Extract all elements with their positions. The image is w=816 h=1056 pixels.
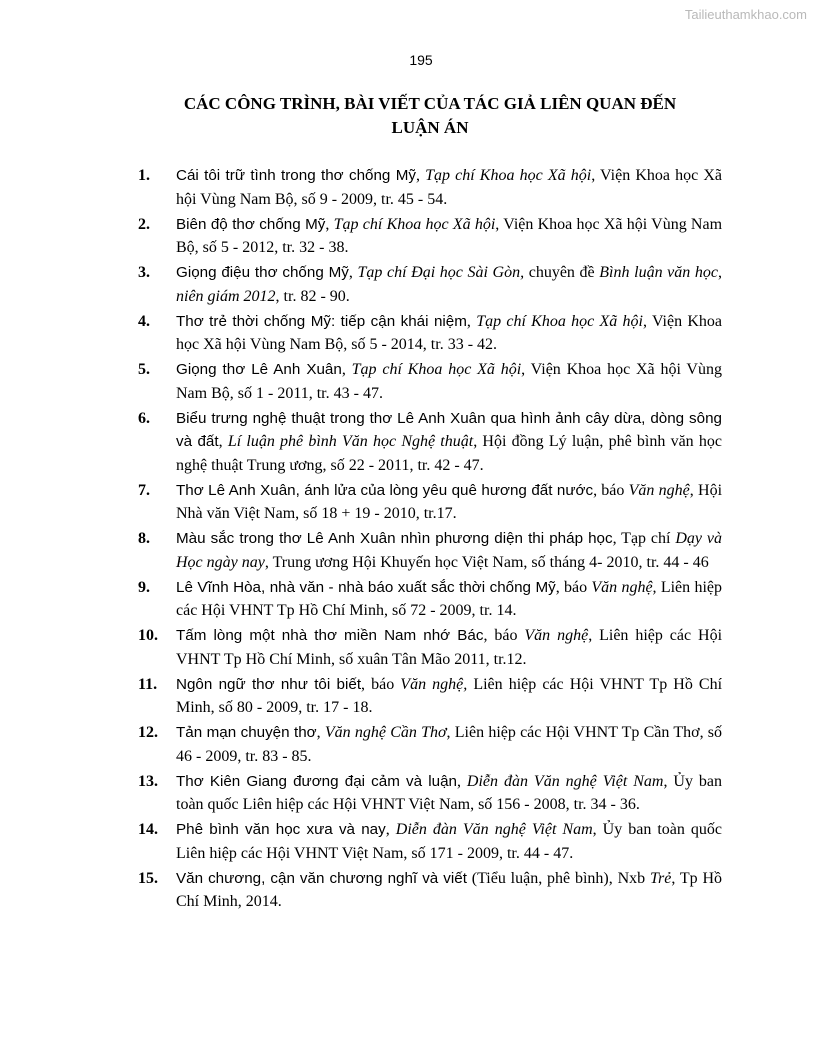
item-source: Văn nghệ	[524, 627, 589, 644]
item-source: Dạy và Học ngày nay	[176, 530, 722, 571]
item-title: Tấm lòng một nhà thơ miền Nam nhớ Bác	[176, 627, 484, 644]
list-item	[138, 479, 722, 526]
item-source: Tạp chí Đại học Sài Gòn,	[357, 264, 525, 281]
item-source: Văn nghệ,	[591, 578, 657, 596]
item-title: Ngôn ngữ thơ như tôi biết	[176, 675, 362, 693]
watermark-text: Tailieuthamkhao.com	[684, 7, 807, 22]
item-title: Thơ Lê Anh Xuân, ánh lửa của lòng yêu quê hương đất nước	[176, 481, 594, 499]
item-source: niên giám 2012	[176, 287, 276, 305]
publication-list	[138, 164, 722, 915]
list-item	[138, 770, 722, 817]
item-number: 7.	[138, 481, 150, 499]
item-source: Lí luận phê bình Văn học Nghệ thuật	[227, 433, 474, 450]
item-detail: (Tiểu luận, phê bình), Nxb	[466, 869, 650, 887]
item-number: 1.	[138, 167, 150, 184]
item-detail: , Trung ương Hội Khuyến học Việt Nam, số tháng 4- 2010, tr. 44 - 46	[264, 553, 709, 571]
item-source: Diễn đàn Văn nghệ Việt Nam	[466, 772, 664, 790]
item-source: Bình luận văn học	[599, 264, 719, 281]
item-title: Tản mạn chuyện thơ	[176, 724, 317, 741]
item-number: 6.	[138, 409, 150, 427]
item-number: 5.	[138, 361, 150, 378]
item-detail: , tr. 82 - 90.	[275, 287, 350, 305]
item-number: 4.	[138, 312, 150, 330]
item-detail: Liên hiệp các Hội VHNT Tp Hồ Chí Minh, số 80 - 2009, tr. 17 - 18.	[176, 675, 723, 716]
item-detail: , Tạp chí	[612, 530, 676, 547]
item-number: 13.	[138, 772, 158, 790]
list-item	[138, 407, 722, 478]
item-detail: ,	[466, 312, 477, 330]
item-title: Lê Vĩnh Hòa, nhà văn - nhà báo xuất sắc thời chống Mỹ	[176, 578, 556, 596]
item-detail: ,	[325, 215, 334, 233]
item-number: 14.	[138, 821, 158, 838]
item-number: 3.	[138, 264, 150, 281]
item-source: Tạp chí Khoa học Xã hội	[476, 312, 643, 330]
item-detail: ,	[718, 264, 723, 281]
item-detail: ,	[218, 433, 228, 450]
item-detail: , Liên hiệp các Hội VHNT Tp Hồ Chí Minh, số xuân Tân Mão 2011, tr.12.	[176, 627, 723, 668]
list-item	[138, 576, 722, 623]
item-detail: , báo	[483, 627, 525, 644]
item-detail: , Ủy ban toàn quốc Liên hiệp các Hội VHNT Việt Nam, số 156 - 2008, tr. 34 - 36.	[176, 772, 723, 813]
item-title: Biên độ thơ chống Mỹ	[176, 215, 326, 233]
list-item	[138, 261, 722, 308]
item-source: Tạp chí Khoa học Xã hội	[333, 215, 496, 233]
item-number: 8.	[138, 530, 150, 547]
item-detail: , Viện Khoa học Xã hội Vùng Nam Bộ, số 5 - 2012, tr. 32 - 38.	[176, 215, 723, 256]
item-detail: ,	[316, 724, 325, 741]
list-item	[138, 164, 722, 211]
item-detail: , Viện Khoa học Xã hội Vùng Nam Bộ, số 9 - 2009, tr. 45 - 54.	[176, 167, 723, 208]
item-detail: , Tp Hồ Chí Minh, 2014.	[176, 869, 723, 910]
item-title: Màu sắc trong thơ Lê Anh Xuân nhìn phương diện thi pháp học	[176, 530, 613, 547]
list-item	[138, 213, 722, 260]
item-detail: , báo	[555, 578, 592, 596]
item-title: Cái tôi trữ tình trong thơ chống Mỹ	[176, 167, 416, 184]
item-detail: ,	[341, 361, 352, 378]
item-detail: ,	[415, 167, 426, 184]
list-item	[138, 818, 722, 865]
item-title: Văn chương, cận văn chương nghĩ và viết	[176, 869, 467, 887]
item-detail: ,	[385, 821, 396, 838]
item-detail: , Viện Khoa học Xã hội Vùng Nam Bộ, số 1 - 2011, tr. 43 - 47.	[176, 361, 722, 402]
item-source: Văn nghệ,	[400, 675, 468, 693]
item-number: 11.	[138, 675, 158, 693]
list-item	[138, 673, 722, 720]
item-detail: , báo	[593, 481, 629, 499]
item-number: 9.	[138, 578, 150, 596]
item-detail: , Hội Nhà văn Việt Nam, số 18 + 19 - 2010, tr.17.	[176, 481, 723, 522]
item-number: 2.	[138, 215, 150, 233]
item-source: Văn nghệ Cần Thơ	[324, 724, 447, 741]
item-number: 15.	[138, 869, 158, 887]
page-title	[150, 92, 710, 140]
item-source: Tạp chí Khoa học Xã hội	[425, 167, 592, 184]
item-title: Thơ Kiên Giang đương đại cảm và luận	[176, 772, 457, 790]
list-item	[138, 358, 722, 405]
item-title: Biểu trưng nghệ thuật trong thơ Lê Anh Xuân qua hình ảnh cây dừa, dòng sông và đất	[176, 409, 722, 450]
list-item	[138, 721, 722, 768]
item-number: 10.	[138, 627, 158, 644]
item-detail: ,	[348, 264, 358, 281]
item-title: Giọng điệu thơ chống Mỹ	[176, 264, 349, 281]
item-detail: chuyên đề	[524, 264, 600, 281]
item-detail: , Ủy ban toàn quốc Liên hiệp các Hội VHNT Việt Nam, số 171 - 2009, tr. 44 - 47.	[176, 821, 723, 862]
item-detail: , báo	[361, 675, 401, 693]
item-number: 12.	[138, 724, 158, 741]
item-title: Thơ trẻ thời chống Mỹ: tiếp cận khái niệm	[176, 312, 467, 330]
item-detail: , Liên hiệp các Hội VHNT Tp Cần Thơ, số 46 - 2009, tr. 83 - 85.	[176, 724, 723, 765]
list-item	[138, 310, 722, 357]
item-title: Phê bình văn học xưa và nay	[176, 821, 386, 838]
item-source: Tạp chí Khoa học Xã hội	[351, 361, 522, 378]
list-item	[138, 624, 722, 671]
item-detail: Liên hiệp các Hội VHNT Tp Hồ Chí Minh, số 72 - 2009, tr. 14.	[176, 578, 722, 619]
item-source: Diễn đàn Văn nghệ Việt Nam	[395, 821, 593, 838]
item-detail: , Viện Khoa học Xã hội Vùng Nam Bộ, số 5 - 2014, tr. 33 - 42.	[176, 312, 723, 353]
title-line-1: CÁC CÔNG TRÌNH, BÀI VIẾT CỦA TÁC GIẢ LIÊN QUAN ĐẾN	[183, 94, 677, 113]
list-item	[138, 527, 722, 574]
item-title: Giọng thơ Lê Anh Xuân	[176, 361, 342, 378]
item-source: Văn nghệ	[628, 481, 690, 499]
page-number: 195	[409, 52, 433, 68]
item-detail: , Hội đồng Lý luận, phê bình văn học nghệ thuật Trung ương, số 22 - 2011, tr. 42 - 47.	[176, 433, 723, 474]
list-item	[138, 867, 722, 914]
title-line-2: LUẬN ÁN	[391, 118, 469, 137]
item-source: Trẻ	[649, 869, 672, 887]
item-detail: ,	[456, 772, 467, 790]
